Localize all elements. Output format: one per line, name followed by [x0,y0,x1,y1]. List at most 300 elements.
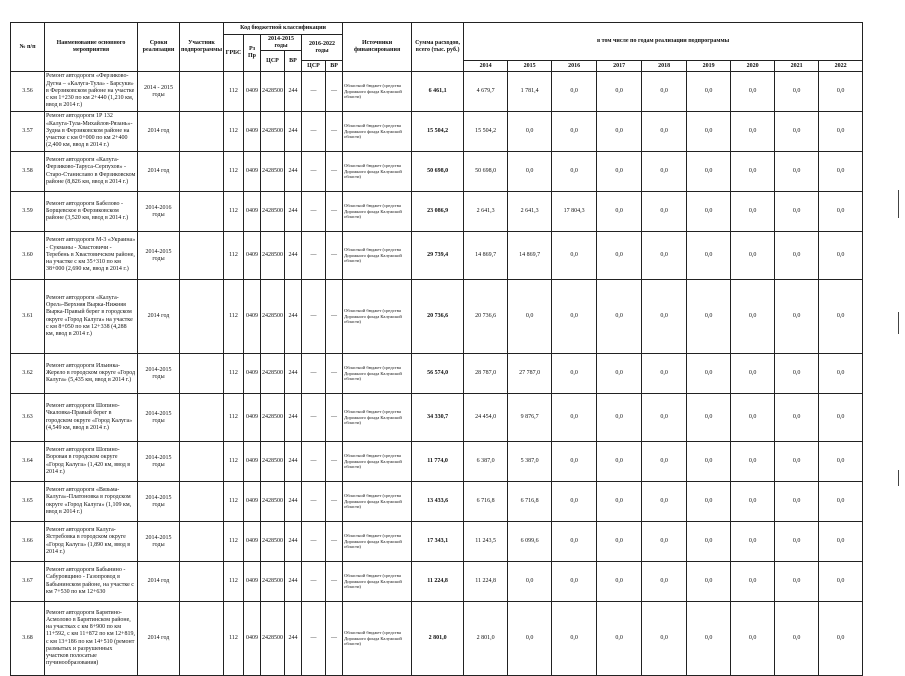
csr-code-2016: — [302,232,326,280]
year-amount: 6 387,0 [464,442,508,482]
grbs-code: 112 [224,72,244,112]
grbs-code: 112 [224,354,244,394]
csr-code-2016: — [302,482,326,522]
header-by-years: в том числе по годам реализации подпрограммы [464,23,863,61]
csr-code-2016: — [302,192,326,232]
year-amount: 0,0 [687,482,731,522]
implementation-term: 2014-2015 годы [138,232,180,280]
year-amount: 0,0 [597,192,642,232]
csr-code: 2428500 [261,354,285,394]
rzpr-code: 0409 [244,280,261,354]
implementation-term: 2014 - 2015 годы [138,72,180,112]
margin-mark [898,190,899,218]
header-period-2016-2022: 2016-2022 годы [302,35,343,61]
funding-source: Областной бюджет (средства Дорожного фонда Калужской области) [343,152,412,192]
activity-name: Ремонт автодороги 1Р 132 «Калуга-Тула-Михайлов-Рязань»-Зудна в Ферзиковском районе на участке с км 0+000 по км 2+400 (2,400 км, ввод в 2014 г.) [45,112,138,152]
year-amount: 11 243,5 [464,522,508,562]
rzpr-code: 0409 [244,562,261,602]
funding-source: Областной бюджет (средства Дорожного фонда Калужской области) [343,112,412,152]
csr-code: 2428500 [261,394,285,442]
year-amount: 0,0 [775,522,819,562]
year-amount: 0,0 [731,562,775,602]
year-amount: 0,0 [819,394,863,442]
year-amount: 0,0 [731,354,775,394]
csr-code: 2428500 [261,232,285,280]
vr-code-2016: — [326,280,343,354]
year-amount: 0,0 [731,152,775,192]
vr-code-2016: — [326,72,343,112]
table-row [11,602,863,676]
year-amount: 0,0 [775,442,819,482]
year-amount: 0,0 [687,72,731,112]
table-row [11,522,863,562]
header-participants: Участник подпрограммы [180,23,224,72]
implementation-term: 2014-2015 годы [138,442,180,482]
table-row [11,354,863,394]
total-amount: 50 698,0 [412,152,464,192]
rzpr-code: 0409 [244,522,261,562]
vr-code-2016: — [326,602,343,676]
header-name: Наименование основного мероприятия [45,23,138,72]
year-amount: 11 224,8 [464,562,508,602]
csr-code: 2428500 [261,72,285,112]
activity-name: Ремонт автодороги Бабелово - Борщевское в Ферзиковском районе (3,520 км, ввод в 2014 г.) [45,192,138,232]
grbs-code: 112 [224,112,244,152]
implementation-term: 2014 год [138,602,180,676]
year-amount: 0,0 [642,602,687,676]
row-number: 3.62 [11,354,45,394]
year-amount: 0,0 [597,394,642,442]
row-number: 3.58 [11,152,45,192]
header-num: № п/п [11,23,45,72]
year-amount: 0,0 [552,442,597,482]
activity-name: Ремонт автодороги «Калуга-Ферзиково-Таруса-Серпухов» - Старо-Станиславо в Ферзиковском районе (8,826 км, ввод в 2014 г.) [45,152,138,192]
implementation-term: 2014 год [138,280,180,354]
year-amount: 24 454,0 [464,394,508,442]
participant-cell [180,562,224,602]
vr-code-2016: — [326,232,343,280]
vr-code: 244 [285,522,302,562]
table-row [11,442,863,482]
vr-code-2016: — [326,192,343,232]
csr-code-2016: — [302,112,326,152]
table-body [11,72,863,676]
rzpr-code: 0409 [244,112,261,152]
csr-code: 2428500 [261,602,285,676]
year-amount: 0,0 [552,394,597,442]
budget-table [10,22,863,676]
row-number: 3.56 [11,72,45,112]
year-amount: 0,0 [508,112,552,152]
table-row [11,152,863,192]
year-amount: 0,0 [731,112,775,152]
year-amount: 9 876,7 [508,394,552,442]
total-amount: 2 801,0 [412,602,464,676]
year-amount: 0,0 [775,232,819,280]
csr-code-2016: — [302,280,326,354]
year-amount: 0,0 [552,482,597,522]
year-header: 2014 [464,61,508,72]
implementation-term: 2014-2015 годы [138,522,180,562]
vr-code: 244 [285,442,302,482]
year-amount: 0,0 [508,562,552,602]
header-grbs: ГРБС [224,35,244,72]
grbs-code: 112 [224,562,244,602]
year-amount: 0,0 [597,280,642,354]
year-amount: 14 869,7 [508,232,552,280]
year-amount: 0,0 [731,602,775,676]
rzpr-code: 0409 [244,482,261,522]
implementation-term: 2014 год [138,152,180,192]
total-amount: 17 343,1 [412,522,464,562]
year-amount: 0,0 [819,280,863,354]
csr-code-2016: — [302,394,326,442]
vr-code: 244 [285,354,302,394]
participant-cell [180,112,224,152]
funding-source: Областной бюджет (средства Дорожного фонда Калужской области) [343,482,412,522]
activity-name: Ремонт автодороги «Калуга-Орел»-Верхняя Вырка-Нижняя Вырка-Правый берег в городском округе «Город Калуга» на участке с км 8+050 по км 12+338 (4,288 км, ввод в 2014 г.) [45,280,138,354]
year-amount: 0,0 [642,562,687,602]
table-row [11,562,863,602]
total-amount: 34 330,7 [412,394,464,442]
vr-code: 244 [285,72,302,112]
csr-code-2016: — [302,152,326,192]
year-amount: 0,0 [775,280,819,354]
csr-code-2016: — [302,602,326,676]
total-amount: 11 224,8 [412,562,464,602]
year-header: 2015 [508,61,552,72]
year-amount: 0,0 [687,522,731,562]
year-header: 2018 [642,61,687,72]
year-amount: 0,0 [642,442,687,482]
year-amount: 0,0 [597,112,642,152]
year-amount: 0,0 [731,72,775,112]
year-amount: 0,0 [597,442,642,482]
header-sources: Источники финансирования [343,23,412,72]
implementation-term: 2014-2015 годы [138,482,180,522]
year-amount: 0,0 [731,394,775,442]
implementation-term: 2014 год [138,562,180,602]
year-amount: 0,0 [819,72,863,112]
year-amount: 1 781,4 [508,72,552,112]
vr-code-2016: — [326,354,343,394]
year-amount: 14 869,7 [464,232,508,280]
year-amount: 0,0 [597,232,642,280]
activity-name: Ремонт автодороги Калуга-Ястребовка в городском округе «Город Калуга» (1,890 км, ввод в 2014 г.) [45,522,138,562]
table-header [11,23,863,72]
vr-code-2016: — [326,522,343,562]
vr-code: 244 [285,562,302,602]
vr-code: 244 [285,482,302,522]
funding-source: Областной бюджет (средства Дорожного фонда Калужской области) [343,562,412,602]
year-amount: 0,0 [552,602,597,676]
year-amount: 4 679,7 [464,72,508,112]
csr-code: 2428500 [261,112,285,152]
rzpr-code: 0409 [244,152,261,192]
csr-code-2016: — [302,72,326,112]
vr-code-2016: — [326,442,343,482]
csr-code: 2428500 [261,442,285,482]
year-header: 2017 [597,61,642,72]
vr-code: 244 [285,602,302,676]
csr-code-2016: — [302,442,326,482]
participant-cell [180,72,224,112]
vr-code: 244 [285,152,302,192]
activity-name: Ремонт автодороги Шопино-Чкаловка-Правый берег в городском округе «Город Калуга» (4,549 км, ввод в 2014 г.) [45,394,138,442]
year-amount: 0,0 [687,442,731,482]
year-amount: 2 641,3 [508,192,552,232]
year-amount: 0,0 [687,280,731,354]
year-amount: 0,0 [731,522,775,562]
year-amount: 0,0 [642,354,687,394]
grbs-code: 112 [224,232,244,280]
document-sheet [10,22,863,676]
grbs-code: 112 [224,394,244,442]
year-amount: 0,0 [597,152,642,192]
funding-source: Областной бюджет (средства Дорожного фонда Калужской области) [343,72,412,112]
year-header: 2021 [775,61,819,72]
implementation-term: 2014-2016 годы [138,192,180,232]
rzpr-code: 0409 [244,394,261,442]
year-amount: 0,0 [819,354,863,394]
vr-code-2016: — [326,562,343,602]
year-amount: 0,0 [775,354,819,394]
csr-code: 2428500 [261,280,285,354]
grbs-code: 112 [224,192,244,232]
year-amount: 0,0 [731,280,775,354]
year-amount: 0,0 [775,72,819,112]
year-amount: 0,0 [642,522,687,562]
year-amount: 0,0 [819,482,863,522]
total-amount: 15 504,2 [412,112,464,152]
funding-source: Областной бюджет (средства Дорожного фонда Калужской области) [343,232,412,280]
year-amount: 15 504,2 [464,112,508,152]
year-amount: 0,0 [819,562,863,602]
year-amount: 0,0 [687,232,731,280]
row-number: 3.66 [11,522,45,562]
year-amount: 0,0 [687,192,731,232]
year-amount: 0,0 [642,482,687,522]
year-amount: 0,0 [642,112,687,152]
table-row [11,112,863,152]
participant-cell [180,602,224,676]
year-amount: 0,0 [508,152,552,192]
year-amount: 0,0 [597,72,642,112]
row-number: 3.63 [11,394,45,442]
header-budget-code: Код бюджетной классификации [224,23,343,35]
vr-code: 244 [285,112,302,152]
activity-name: Ремонт автодороги «Вязьма-Калуга»-Платоновка в городском округе «Город Калуга» (1,109 км, ввод в 2014 г.) [45,482,138,522]
year-amount: 0,0 [642,152,687,192]
year-amount: 0,0 [819,112,863,152]
year-amount: 0,0 [687,354,731,394]
implementation-term: 2014-2015 годы [138,354,180,394]
header-total: Сумма расходов, всего (тыс. руб.) [412,23,464,72]
year-amount: 0,0 [552,72,597,112]
activity-name: Ремонт автодороги Ильинка-Жерело в городском округе «Город Калуга» (5,435 км, ввод в 2014 г.) [45,354,138,394]
activity-name: Ремонт автодороги Шопино-Воровая в городском округе «Город Калуга» (1,420 км, ввод в 2014 г.) [45,442,138,482]
csr-code: 2428500 [261,152,285,192]
year-amount: 50 698,0 [464,152,508,192]
activity-name: Ремонт автодороги Барятино-Асмолово в Барятинском районе, на участках с км 8+900 по км 11+592, с км 11+872 по км 12+819, с км 13+186 по км 14+510 (ремонт размытых и разрушенных участков полосатые пучинообразования) [45,602,138,676]
year-amount: 0,0 [642,232,687,280]
activity-name: Ремонт автодороги Бабынино - Сабуровщино - Газопровод в Бабынинском районе, на участке с км 7+530 по км 12+630 [45,562,138,602]
table-row [11,232,863,280]
year-amount: 0,0 [597,482,642,522]
year-amount: 0,0 [642,280,687,354]
rzpr-code: 0409 [244,354,261,394]
csr-code: 2428500 [261,562,285,602]
year-amount: 0,0 [775,152,819,192]
row-number: 3.60 [11,232,45,280]
year-amount: 0,0 [642,394,687,442]
margin-mark [898,470,899,486]
vr-code-2016: — [326,112,343,152]
row-number: 3.68 [11,602,45,676]
year-header: 2022 [819,61,863,72]
year-amount: 17 804,3 [552,192,597,232]
year-amount: 0,0 [552,112,597,152]
total-amount: 13 433,6 [412,482,464,522]
total-amount: 29 739,4 [412,232,464,280]
year-amount: 0,0 [687,562,731,602]
header-csr-2: ЦСР [302,61,326,72]
vr-code: 244 [285,232,302,280]
csr-code: 2428500 [261,522,285,562]
csr-code: 2428500 [261,192,285,232]
row-number: 3.59 [11,192,45,232]
year-amount: 0,0 [819,522,863,562]
header-term: Сроки реализации [138,23,180,72]
participant-cell [180,482,224,522]
year-amount: 0,0 [508,280,552,354]
year-amount: 0,0 [731,192,775,232]
year-amount: 0,0 [775,394,819,442]
participant-cell [180,280,224,354]
year-amount: 0,0 [552,280,597,354]
participant-cell [180,394,224,442]
total-amount: 20 736,6 [412,280,464,354]
year-amount: 0,0 [597,602,642,676]
rzpr-code: 0409 [244,232,261,280]
rzpr-code: 0409 [244,602,261,676]
year-header: 2020 [731,61,775,72]
table-row [11,72,863,112]
year-amount: 0,0 [819,442,863,482]
csr-code-2016: — [302,562,326,602]
year-amount: 0,0 [687,112,731,152]
year-amount: 0,0 [552,232,597,280]
grbs-code: 112 [224,280,244,354]
header-rzpr: Рз Пр [244,35,261,72]
total-amount: 11 774,0 [412,442,464,482]
vr-code: 244 [285,280,302,354]
row-number: 3.61 [11,280,45,354]
year-amount: 0,0 [731,232,775,280]
year-amount: 0,0 [731,482,775,522]
year-amount: 2 801,0 [464,602,508,676]
funding-source: Областной бюджет (средства Дорожного фонда Калужской области) [343,280,412,354]
year-amount: 0,0 [508,602,552,676]
year-header: 2016 [552,61,597,72]
margin-mark [898,312,899,334]
grbs-code: 112 [224,602,244,676]
vr-code: 244 [285,192,302,232]
year-amount: 2 641,3 [464,192,508,232]
row-number: 3.67 [11,562,45,602]
year-amount: 0,0 [552,562,597,602]
csr-code: 2428500 [261,482,285,522]
year-amount: 0,0 [552,522,597,562]
year-amount: 0,0 [597,522,642,562]
year-amount: 0,0 [775,602,819,676]
year-amount: 6 716,8 [508,482,552,522]
year-amount: 0,0 [552,152,597,192]
implementation-term: 2014-2015 годы [138,394,180,442]
year-amount: 27 787,0 [508,354,552,394]
year-amount: 0,0 [687,152,731,192]
funding-source: Областной бюджет (средства Дорожного фонда Калужской области) [343,522,412,562]
participant-cell [180,354,224,394]
row-number: 3.64 [11,442,45,482]
year-amount: 6 099,6 [508,522,552,562]
participant-cell [180,192,224,232]
funding-source: Областной бюджет (средства Дорожного фонда Калужской области) [343,602,412,676]
rzpr-code: 0409 [244,192,261,232]
funding-source: Областной бюджет (средства Дорожного фонда Калужской области) [343,442,412,482]
grbs-code: 112 [224,482,244,522]
row-number: 3.57 [11,112,45,152]
year-amount: 20 736,6 [464,280,508,354]
table-row [11,280,863,354]
participant-cell [180,152,224,192]
csr-code-2016: — [302,354,326,394]
grbs-code: 112 [224,152,244,192]
header-csr: ЦСР [261,51,285,72]
table-row [11,482,863,522]
year-amount: 6 716,8 [464,482,508,522]
year-amount: 0,0 [775,562,819,602]
participant-cell [180,232,224,280]
csr-code-2016: — [302,522,326,562]
total-amount: 56 574,0 [412,354,464,394]
year-amount: 0,0 [775,482,819,522]
year-amount: 0,0 [642,192,687,232]
year-amount: 0,0 [819,192,863,232]
grbs-code: 112 [224,522,244,562]
participant-cell [180,522,224,562]
header-period-2014-2015: 2014-2015 годы [261,35,302,51]
vr-code: 244 [285,394,302,442]
grbs-code: 112 [224,442,244,482]
total-amount: 23 086,9 [412,192,464,232]
funding-source: Областной бюджет (средства Дорожного фонда Калужской области) [343,192,412,232]
year-amount: 0,0 [642,72,687,112]
year-amount: 0,0 [731,442,775,482]
table-row [11,192,863,232]
vr-code-2016: — [326,152,343,192]
implementation-term: 2014 год [138,112,180,152]
participant-cell [180,442,224,482]
total-amount: 6 461,1 [412,72,464,112]
year-amount: 0,0 [775,112,819,152]
year-amount: 0,0 [819,232,863,280]
year-amount: 28 787,0 [464,354,508,394]
year-amount: 0,0 [687,602,731,676]
year-amount: 0,0 [687,394,731,442]
header-vr-2: ВР [326,61,343,72]
vr-code-2016: — [326,394,343,442]
